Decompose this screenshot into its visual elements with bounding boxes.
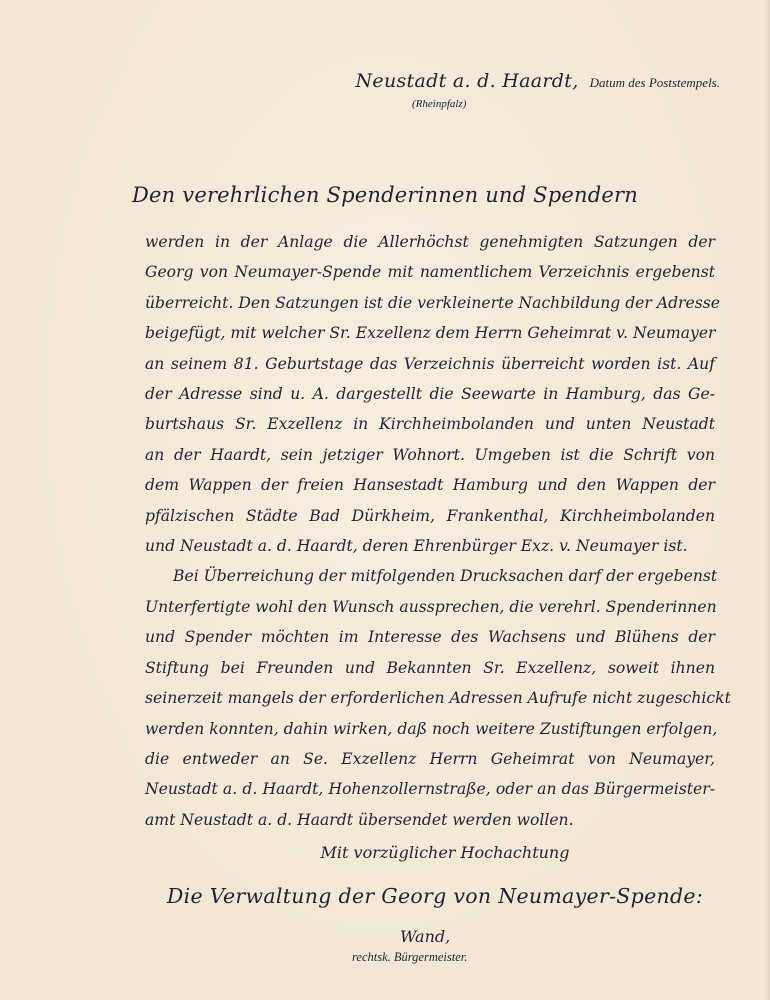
signature-organization: Die Verwaltung der Georg von Neumayer-Spende: [166, 884, 704, 908]
text-line: amt Neustadt a. d. Haardt übersendet werden wollen. [145, 810, 574, 829]
closing-phrase: Mit vorzüglicher Hochachtung [320, 843, 570, 862]
header-place: Neustadt a. d. Haardt, [355, 70, 579, 92]
text-line: an der Haardt, sein jetziger Wohnort. Umgeben ist die Schrift von [145, 445, 715, 464]
text-line: und Neustadt a. d. Haardt, deren Ehrenbürger Exz. v. Neumayer ist. [145, 537, 688, 556]
text-line: dem Wappen der freien Hansestadt Hamburg und den Wappen der [145, 476, 715, 495]
text-line: an seinem 81. Geburtstage das Verzeichnis überreicht worden ist. Auf [145, 354, 715, 373]
text-line: der Adresse sind u. A. dargestellt die Seewarte in Hamburg, das Ge- [145, 385, 715, 404]
text-line: Unterfertigte wohl den Wunsch aussprechen, die verehrl. Spenderinnen [145, 597, 717, 616]
paragraph-2 [145, 561, 731, 835]
header-region: (Rheinpfalz) [412, 98, 467, 110]
text-line: werden konnten, dahin wirken, daß noch weitere Zustiftungen erfolgen, [145, 719, 718, 738]
paragraph-1 [145, 227, 720, 561]
text-line: die entweder an Se. Exzellenz Herrn Geheimrat von Neumayer, [145, 749, 715, 768]
letter-body [145, 227, 731, 835]
header-date-note: Datum des Poststempels. [589, 75, 720, 90]
text-line: Neustadt a. d. Haardt, Hohenzollernstraße, oder an das Bürgermeister- [145, 780, 715, 799]
signer-title: rechtsk. Bürgermeister. [352, 950, 468, 964]
signer-name: Wand, [400, 927, 451, 946]
salutation-heading: Den verehrlichen Spenderinnen und Spendern [131, 183, 638, 207]
text-line: seinerzeit mangels der erforderlichen Adressen Aufrufe nicht zugeschickt [145, 689, 731, 708]
text-line: pfälzischen Städte Bad Dürkheim, Frankenthal, Kirchheimbolanden [145, 506, 715, 525]
text-line: Stiftung bei Freunden und Bekannten Sr. Exzellenz, soweit ihnen [145, 658, 715, 677]
text-line: beigefügt, mit welcher Sr. Exzellenz dem Herrn Geheimrat v. Neumayer [145, 324, 716, 343]
text-line: Georg von Neumayer-Spende mit namentlichem Verzeichnis ergebenst [145, 263, 715, 282]
text-line: burtshaus Sr. Exzellenz in Kirchheimbolanden und unten Neustadt [145, 415, 715, 434]
text-line: überreicht. Den Satzungen ist die verkleinerte Nachbildung der Adresse [145, 293, 720, 312]
text-line: und Spender möchten im Interesse des Wachsens und Blühens der [145, 628, 715, 647]
text-line: Bei Überreichung der mitfolgenden Drucksachen darf der ergebenst [173, 567, 718, 586]
letter-header [300, 70, 720, 110]
text-line: werden in der Anlage die Allerhöchst genehmigten Satzungen der [145, 233, 715, 251]
